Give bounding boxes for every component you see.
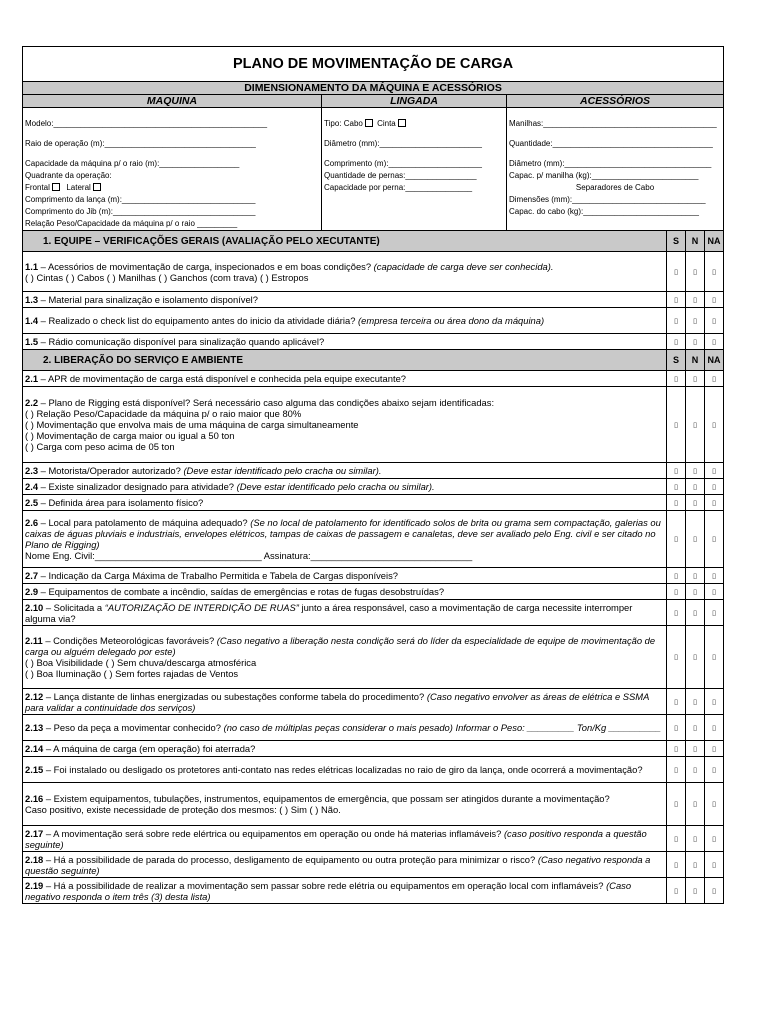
question-text bbox=[23, 600, 667, 626]
checklist-row bbox=[23, 626, 724, 689]
answer-n-checkbox[interactable]: ▯ bbox=[686, 292, 705, 308]
question-text bbox=[23, 292, 667, 308]
form-page bbox=[22, 46, 723, 904]
answer-na-checkbox[interactable]: ▯ bbox=[705, 479, 724, 495]
question-option[interactable]: Caso positivo, existe necessidade de proteção dos mesmos: ( ) Sim ( ) Não. bbox=[25, 804, 341, 815]
field-capacidade-perna[interactable]: Capacidade por perna:_______________ bbox=[324, 183, 473, 192]
answer-n-checkbox[interactable]: ▯ bbox=[686, 600, 705, 626]
answer-na-checkbox[interactable]: ▯ bbox=[705, 783, 724, 826]
question-number: 2.3 bbox=[25, 465, 39, 476]
field-capacidade-maquina[interactable]: Capacidade da máquina p/ o raio (m):__________________ bbox=[25, 159, 240, 168]
option-cinta-label: Cinta bbox=[377, 119, 396, 128]
question-text bbox=[23, 371, 667, 387]
column-s: S bbox=[667, 231, 686, 252]
option-frontal-label: Frontal bbox=[25, 183, 50, 192]
question-note: (Caso negativo envolver as áreas de elétrica e SSMA para validar a continuidade dos serviços) bbox=[25, 690, 650, 713]
checklist-row bbox=[23, 511, 724, 568]
checklist-row bbox=[23, 783, 724, 826]
question-number: 2.16 bbox=[25, 793, 44, 804]
section-heading: 2. LIBERAÇÃO DO SERVIÇO E AMBIENTE bbox=[23, 350, 667, 371]
label-separadores: Separadores de Cabo bbox=[575, 183, 655, 192]
question-number: 1.5 bbox=[25, 336, 39, 347]
question-text bbox=[23, 334, 667, 350]
answer-s-checkbox[interactable]: ▯ bbox=[667, 689, 686, 715]
column-maquina: MAQUINA bbox=[23, 95, 322, 108]
answer-s-checkbox[interactable]: ▯ bbox=[667, 584, 686, 600]
question-body: – APR de movimentação de carga está disponível e conhecida pela equipe executante? bbox=[38, 373, 407, 384]
question-text bbox=[23, 741, 667, 757]
checklist-row bbox=[23, 584, 724, 600]
question-body: – Plano de Rigging está disponível? Será necessário caso alguma das condições abaixo sejam identificadas: bbox=[38, 397, 495, 408]
checklist-row bbox=[23, 689, 724, 715]
question-note: (caso positivo responda a questão seguinte) bbox=[25, 827, 647, 850]
answer-n-checkbox[interactable]: ▯ bbox=[686, 371, 705, 387]
checklist-row bbox=[23, 568, 724, 584]
answer-s-checkbox[interactable]: ▯ bbox=[667, 387, 686, 463]
option-lateral-label: Lateral bbox=[66, 183, 91, 192]
column-s: S bbox=[667, 350, 686, 371]
answer-na-checkbox[interactable]: ▯ bbox=[705, 334, 724, 350]
lateral-checkbox[interactable] bbox=[93, 183, 101, 191]
question-body: – Solicitada a bbox=[43, 601, 105, 613]
question-number: 2.15 bbox=[25, 764, 44, 775]
dimensioning-table bbox=[22, 46, 724, 231]
checklist-table bbox=[22, 230, 724, 904]
question-text bbox=[23, 626, 667, 689]
column-lingada: LINGADA bbox=[322, 95, 507, 108]
question-number: 2.13 bbox=[25, 722, 44, 733]
question-note: (Caso negativo responda a questão seguinte) bbox=[25, 853, 651, 876]
field-quantidade[interactable]: Quantidade:____________________________________ bbox=[509, 139, 713, 148]
question-option[interactable]: ( ) Cintas ( ) Cabos ( ) Manilhas ( ) Ganchos (com trava) ( ) Estropos bbox=[25, 271, 309, 283]
question-option[interactable]: ( ) Boa Iluminação ( ) Sem fortes rajadas de Ventos bbox=[25, 668, 239, 679]
question-body: – Rádio comunicação disponível para sinalização quando aplicável? bbox=[38, 336, 325, 347]
answer-s-checkbox[interactable]: ▯ bbox=[667, 479, 686, 495]
page-title: PLANO DE MOVIMENTAÇÃO DE CARGA bbox=[23, 47, 724, 82]
checklist-row bbox=[23, 252, 724, 292]
question-text bbox=[23, 826, 667, 852]
answer-s-checkbox[interactable]: ▯ bbox=[667, 783, 686, 826]
tipo-options bbox=[324, 118, 504, 130]
answer-s-checkbox[interactable]: ▯ bbox=[667, 292, 686, 308]
question-body: – Foi instalado ou desligado os protetores anti-contato nas redes elétricas localizadas no raio de giro da lança, onde ocorrerá a movimentação? bbox=[43, 764, 643, 775]
checklist-row bbox=[23, 334, 724, 350]
question-option[interactable]: ( ) Carga com peso acima de 05 ton bbox=[25, 441, 175, 452]
answer-na-checkbox[interactable]: ▯ bbox=[705, 495, 724, 511]
acessorios-fields bbox=[507, 108, 724, 231]
answer-n-checkbox[interactable]: ▯ bbox=[686, 626, 705, 689]
question-body-continued: junto a área responsável, caso a movimentação de carga necessite interromper alguma via? bbox=[25, 601, 633, 624]
field-manilhas[interactable]: Manilhas:_______________________________________ bbox=[509, 119, 717, 128]
checklist-row bbox=[23, 463, 724, 479]
answer-na-checkbox[interactable]: ▯ bbox=[705, 387, 724, 463]
question-number: 2.11 bbox=[25, 635, 43, 646]
question-text bbox=[23, 584, 667, 600]
answer-n-checkbox[interactable]: ▯ bbox=[686, 252, 705, 292]
answer-n-checkbox[interactable]: ▯ bbox=[686, 584, 705, 600]
question-option[interactable]: ( ) Movimentação de carga maior ou igual a 50 ton bbox=[25, 430, 235, 441]
answer-n-checkbox[interactable]: ▯ bbox=[686, 479, 705, 495]
answer-na-checkbox[interactable]: ▯ bbox=[705, 511, 724, 568]
question-number: 2.17 bbox=[25, 827, 44, 839]
answer-s-checkbox[interactable]: ▯ bbox=[667, 715, 686, 741]
column-na: NA bbox=[705, 350, 724, 371]
question-number: 2.7 bbox=[25, 570, 39, 581]
answer-n-checkbox[interactable]: ▯ bbox=[686, 783, 705, 826]
answer-s-checkbox[interactable]: ▯ bbox=[667, 826, 686, 852]
answer-s-checkbox[interactable]: ▯ bbox=[667, 878, 686, 904]
question-number: 2.1 bbox=[25, 373, 39, 384]
question-body: – Existe sinalizador designado para atividade? bbox=[38, 481, 237, 492]
answer-na-checkbox[interactable]: ▯ bbox=[705, 252, 724, 292]
answer-s-checkbox[interactable]: ▯ bbox=[667, 852, 686, 878]
answer-na-checkbox[interactable]: ▯ bbox=[705, 584, 724, 600]
question-number: 2.6 bbox=[25, 517, 39, 528]
column-n: N bbox=[686, 350, 705, 371]
checklist-row bbox=[23, 715, 724, 741]
answer-s-checkbox[interactable]: ▯ bbox=[667, 741, 686, 757]
question-number: 1.1 bbox=[25, 260, 39, 272]
question-note: (empresa terceira ou área dono da máquina) bbox=[358, 315, 545, 326]
answer-na-checkbox[interactable]: ▯ bbox=[705, 689, 724, 715]
question-number: 2.19 bbox=[25, 879, 44, 891]
cabo-checkbox[interactable] bbox=[365, 119, 373, 127]
answer-n-checkbox[interactable]: ▯ bbox=[686, 511, 705, 568]
answer-na-checkbox[interactable]: ▯ bbox=[705, 600, 724, 626]
question-body: – Local para patolamento de máquina adequado? bbox=[38, 517, 251, 528]
answer-na-checkbox[interactable]: ▯ bbox=[705, 715, 724, 741]
question-body: – Indicação da Carga Máxima de Trabalho Permitida e Tabela de Cargas disponíveis? bbox=[38, 570, 398, 581]
checklist-row bbox=[23, 292, 724, 308]
question-option[interactable]: Nome Eng. Civil:________________________________ Assinatura:_______________________________ bbox=[25, 550, 473, 561]
question-body: – A movimentação será sobre rede elértrica ou equipamentos em operação ou onde há materias inflamáveis? bbox=[43, 827, 504, 839]
question-text bbox=[23, 495, 667, 511]
answer-s-checkbox[interactable]: ▯ bbox=[667, 626, 686, 689]
field-diametro-acessorio[interactable]: Diâmetro (mm):_________________________________ bbox=[509, 159, 712, 168]
question-number: 2.9 bbox=[25, 586, 39, 597]
answer-n-checkbox[interactable]: ▯ bbox=[686, 308, 705, 334]
checklist-row bbox=[23, 852, 724, 878]
question-body: – Equipamentos de combate a incêndio, saídas de emergências e rotas de fugas desobstruídas? bbox=[38, 586, 445, 597]
question-text bbox=[23, 852, 667, 878]
question-text bbox=[23, 479, 667, 495]
answer-na-checkbox[interactable]: ▯ bbox=[705, 852, 724, 878]
question-number: 2.4 bbox=[25, 481, 39, 492]
checklist-row bbox=[23, 600, 724, 626]
answer-na-checkbox[interactable]: ▯ bbox=[705, 463, 724, 479]
answer-s-checkbox[interactable]: ▯ bbox=[667, 757, 686, 783]
field-quantidade-pernas[interactable]: Quantidade de pernas:________________ bbox=[324, 171, 477, 180]
answer-n-checkbox[interactable]: ▯ bbox=[686, 852, 705, 878]
question-option[interactable]: ( ) Relação Peso/Capacidade da máquina p/ o raio maior que 80% bbox=[25, 408, 302, 419]
answer-n-checkbox[interactable]: ▯ bbox=[686, 495, 705, 511]
column-n: N bbox=[686, 231, 705, 252]
question-text bbox=[23, 715, 667, 741]
question-note: (Caso negativo responda o item três (3) desta lista) bbox=[25, 879, 632, 902]
answer-n-checkbox[interactable]: ▯ bbox=[686, 757, 705, 783]
checklist-row bbox=[23, 826, 724, 852]
question-number: 1.3 bbox=[25, 294, 39, 305]
field-raio-operacao[interactable]: Raio de operação (m):__________________________________ bbox=[25, 139, 256, 148]
field-relacao-peso[interactable]: Relação Peso/Capacidade da máquina p/ o raio _________ bbox=[25, 219, 238, 228]
question-note: (Caso negativo a liberação nesta condição será do líder da especialidade de equipe de movimentação de carga ou alguém delegado por este) bbox=[25, 635, 656, 657]
answer-s-checkbox[interactable]: ▯ bbox=[667, 334, 686, 350]
field-comprimento-lingada[interactable]: Comprimento (m):_____________________ bbox=[324, 159, 482, 168]
question-body: – Condições Meteorológicas favoráveis? bbox=[42, 635, 217, 646]
answer-s-checkbox[interactable]: ▯ bbox=[667, 308, 686, 334]
answer-n-checkbox[interactable]: ▯ bbox=[686, 878, 705, 904]
question-number: 2.5 bbox=[25, 497, 39, 508]
question-number: 1.4 bbox=[25, 315, 39, 326]
question-body: – Há a possibilidade de realizar a movimentação sem passar sobre rede elétria ou equipamentos em operação local com inflamáveis? bbox=[43, 879, 607, 891]
question-note: (Deve estar identificado pelo cracha ou similar). bbox=[236, 481, 435, 492]
answer-n-checkbox[interactable]: ▯ bbox=[686, 741, 705, 757]
answer-na-checkbox[interactable]: ▯ bbox=[705, 878, 724, 904]
frontal-checkbox[interactable] bbox=[52, 183, 60, 191]
section-heading: 1. EQUIPE – VERIFICAÇÕES GERAIS (AVALIAÇÃO PELO XECUTANTE) bbox=[23, 231, 667, 252]
question-text bbox=[23, 878, 667, 904]
answer-n-checkbox[interactable]: ▯ bbox=[686, 826, 705, 852]
answer-na-checkbox[interactable]: ▯ bbox=[705, 626, 724, 689]
question-text bbox=[23, 757, 667, 783]
answer-n-checkbox[interactable]: ▯ bbox=[686, 334, 705, 350]
question-number: 2.10 bbox=[25, 601, 44, 613]
question-text bbox=[23, 689, 667, 715]
question-text bbox=[23, 783, 667, 826]
answer-n-checkbox[interactable]: ▯ bbox=[686, 568, 705, 584]
field-diametro-lingada[interactable]: Diâmetro (mm):_______________________ bbox=[324, 139, 482, 148]
section1-header-row bbox=[23, 231, 724, 252]
answer-s-checkbox[interactable]: ▯ bbox=[667, 495, 686, 511]
field-comprimento-jib[interactable]: Comprimento do Jib (m):________________________________ bbox=[25, 207, 256, 216]
answer-n-checkbox[interactable]: ▯ bbox=[686, 463, 705, 479]
cinta-checkbox[interactable] bbox=[398, 119, 406, 127]
answer-na-checkbox[interactable]: ▯ bbox=[705, 292, 724, 308]
question-note: “AUTORIZAÇÃO DE INTERDIÇÃO DE RUAS” bbox=[104, 601, 299, 613]
option-cabo-label: Tipo: Cabo bbox=[324, 119, 363, 128]
question-text bbox=[23, 568, 667, 584]
answer-s-checkbox[interactable]: ▯ bbox=[667, 568, 686, 584]
question-number: 2.18 bbox=[25, 853, 44, 865]
question-body: – Realizado o check list do equipamento antes do inicio da atividade diária? bbox=[38, 315, 359, 326]
answer-n-checkbox[interactable]: ▯ bbox=[686, 689, 705, 715]
question-body: – Motorista/Operador autorizado? bbox=[38, 465, 184, 476]
question-body: – Há a possibilidade de parada do processo, desligamento de equipamento ou outra proteção para minimizar o risco? bbox=[43, 853, 538, 865]
answer-na-checkbox[interactable]: ▯ bbox=[705, 568, 724, 584]
dimensioning-heading: DIMENSIONAMENTO DA MÁQUINA E ACESSÓRIOS bbox=[23, 82, 724, 95]
checklist-row bbox=[23, 495, 724, 511]
answer-na-checkbox[interactable]: ▯ bbox=[705, 371, 724, 387]
answer-s-checkbox[interactable]: ▯ bbox=[667, 252, 686, 292]
label-quadrante: Quadrante da operação: bbox=[25, 171, 112, 180]
column-na: NA bbox=[705, 231, 724, 252]
quadrante-options bbox=[25, 182, 319, 194]
question-note: (capacidade de carga deve ser conhecida). bbox=[373, 260, 554, 272]
checklist-row bbox=[23, 371, 724, 387]
checklist-row bbox=[23, 741, 724, 757]
question-option[interactable]: ( ) Boa Visibilidade ( ) Sem chuva/descarga atmosférica bbox=[25, 657, 257, 668]
answer-na-checkbox[interactable]: ▯ bbox=[705, 741, 724, 757]
question-text bbox=[23, 463, 667, 479]
question-text bbox=[23, 308, 667, 334]
checklist-row bbox=[23, 878, 724, 904]
question-body: – Material para sinalização e isolamento disponível? bbox=[38, 294, 258, 305]
field-comprimento-lanca[interactable]: Comprimento da lança (m):______________________________ bbox=[25, 195, 256, 204]
question-text bbox=[23, 511, 667, 568]
answer-s-checkbox[interactable]: ▯ bbox=[667, 463, 686, 479]
question-body: – Peso da peça a movimentar conhecido? bbox=[43, 722, 224, 733]
checklist-row bbox=[23, 479, 724, 495]
column-acessorios: ACESSÓRIOS bbox=[507, 95, 724, 108]
answer-s-checkbox[interactable]: ▯ bbox=[667, 371, 686, 387]
field-capac-cabo[interactable]: Capac. do cabo (kg):__________________________ bbox=[509, 207, 699, 216]
question-text bbox=[23, 387, 667, 463]
question-body: – Existem equipamentos, tubulações, instrumentos, equipamentos de emergência, que possam ser atingidos durante a movimentação? bbox=[43, 793, 610, 804]
question-text bbox=[23, 252, 667, 292]
question-option[interactable]: ( ) Movimentação que envolva mais de uma máquina de carga simultaneamente bbox=[25, 419, 359, 430]
checklist-row bbox=[23, 387, 724, 463]
answer-n-checkbox[interactable]: ▯ bbox=[686, 715, 705, 741]
question-note: (Se no local de patolamento for identificado solos de brita ou grama sem compactação, galerias ou caixas de águas pluviais e industriais, envelopes elétricos, tampas de caixas de passagem e canaletas, deve ser avaliado pelo Eng. civil e ser citado no Plano de Rigging) bbox=[25, 517, 661, 550]
field-modelo[interactable]: Modelo:________________________________________________ bbox=[25, 119, 268, 128]
answer-na-checkbox[interactable]: ▯ bbox=[705, 826, 724, 852]
checklist-row bbox=[23, 308, 724, 334]
answer-s-checkbox[interactable]: ▯ bbox=[667, 511, 686, 568]
answer-s-checkbox[interactable]: ▯ bbox=[667, 600, 686, 626]
question-note: (Deve estar identificado pelo cracha ou similar). bbox=[183, 465, 382, 476]
field-dimensoes[interactable]: Dimensões (mm):______________________________ bbox=[509, 195, 706, 204]
maquina-fields bbox=[23, 108, 322, 231]
question-note: (no caso de múltiplas peças considerar o mais pesado) Informar o Peso: _________ Ton/Kg __________ bbox=[223, 722, 662, 733]
question-number: 2.12 bbox=[25, 690, 44, 702]
question-body: – Definida área para isolamento físico? bbox=[38, 497, 204, 508]
question-body: – Lança distante de linhas energizadas ou subestações conforme tabela do procedimento? bbox=[43, 690, 427, 702]
answer-n-checkbox[interactable]: ▯ bbox=[686, 387, 705, 463]
field-capac-manilha[interactable]: Capac. p/ manilha (kg):________________________ bbox=[509, 171, 699, 180]
question-body: – A máquina de carga (em operação) foi aterrada? bbox=[43, 743, 256, 754]
section2-header-row bbox=[23, 350, 724, 371]
answer-na-checkbox[interactable]: ▯ bbox=[705, 308, 724, 334]
question-body: – Acessórios de movimentação de carga, inspecionados e em boas condições? bbox=[38, 260, 374, 272]
lingada-fields bbox=[322, 108, 507, 231]
checklist-row bbox=[23, 757, 724, 783]
question-number: 2.2 bbox=[25, 397, 39, 408]
question-number: 2.14 bbox=[25, 743, 44, 754]
answer-na-checkbox[interactable]: ▯ bbox=[705, 757, 724, 783]
